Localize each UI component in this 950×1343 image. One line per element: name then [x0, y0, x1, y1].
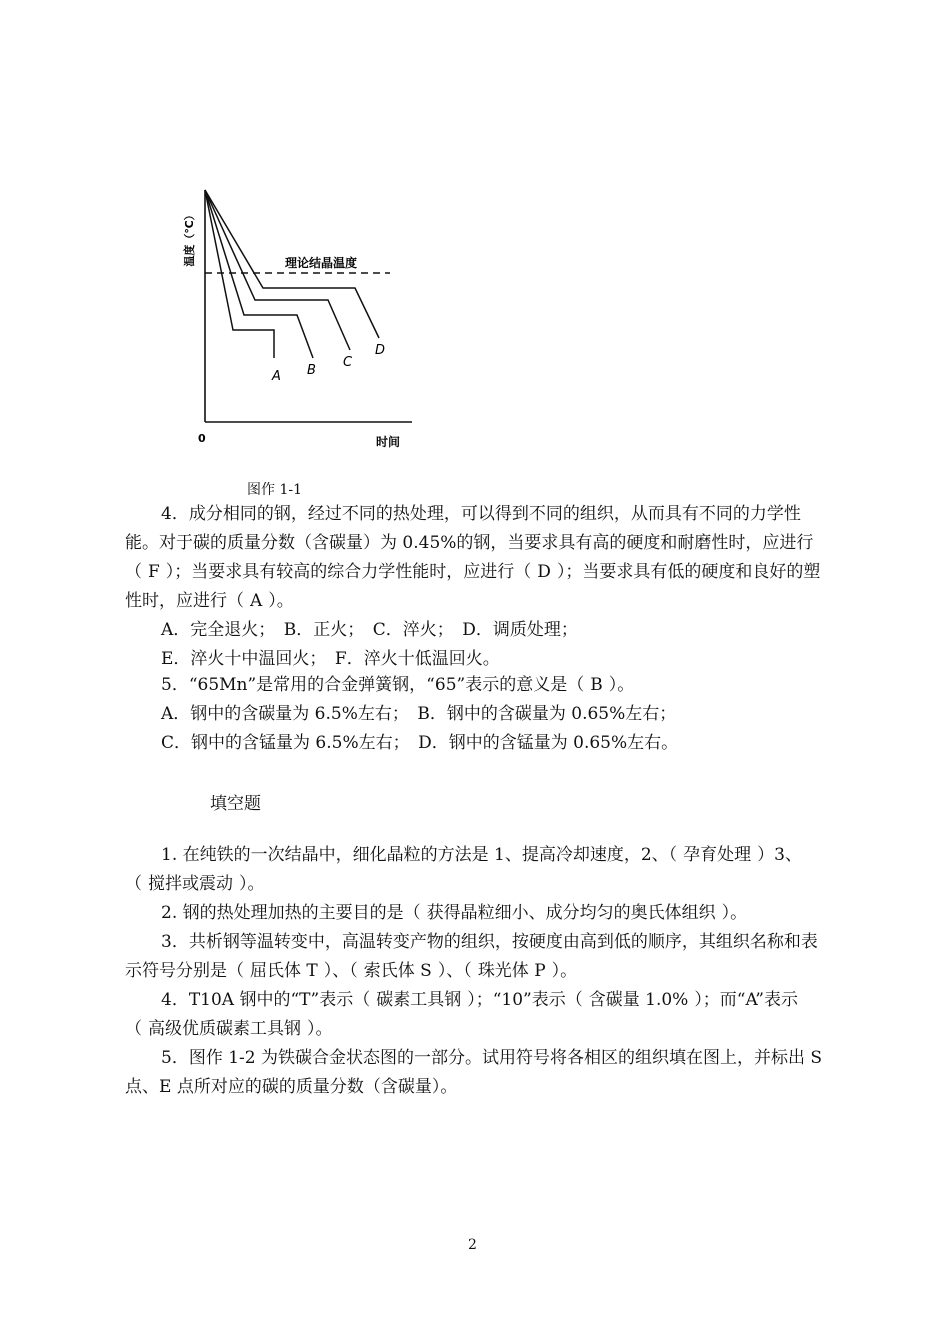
- f3-text-a: 3．共析钢等温转变中，高温转变产物的组织，按硬度由高到低的顺序，其组织名称和表示符号分别是（: [125, 932, 818, 981]
- q4-answer-2: D: [537, 562, 551, 582]
- f4-text-b: ）；“10”表示（: [467, 990, 583, 1010]
- f3-answer-1: 屈氏体 T: [250, 961, 318, 981]
- f1-text-c: ）。: [239, 874, 265, 894]
- f2-text-a: 2. 钢的热处理加热的主要目的是（: [161, 903, 421, 923]
- f1-answer-2: 搅拌或震动: [148, 874, 233, 894]
- f4-text-a: 4．T10A 钢中的“T”表示（: [161, 990, 371, 1010]
- question-4-text: [125, 500, 830, 616]
- f1-text-b: ）3、（: [125, 845, 802, 894]
- q4-text-a: 4．成分相同的钢，经过不同的热处理，可以得到不同的组织，从而具有不同的力学性能。对于碳的质量分数（含碳量）为 0.45%的钢，当要求具有高的硬度和耐磨性时，应进行（: [125, 504, 814, 582]
- q5-text-a: 5．“65Mn”是常用的合金弹簧钢，“65”表示的意义是（: [161, 675, 585, 695]
- cooling-curve-figure: [180, 178, 420, 458]
- q5-options-line-1: A．钢中的含碳量为 6.5%左右； B．钢中的含碳量为 0.65%左右；: [161, 704, 677, 724]
- theoretical-temp-label: 理论结晶温度: [285, 256, 358, 270]
- f3-answer-3: 珠光体 P: [477, 961, 546, 981]
- f3-text-b: ）、（: [323, 961, 358, 981]
- f4-text-d: ）。: [307, 1019, 333, 1039]
- q4-text-c: ）；当要求具有低的硬度和良好的塑性时，应进行（: [125, 562, 821, 611]
- f3-text-d: ）。: [551, 961, 578, 981]
- f4-answer-3: 高级优质碳素工具钢: [148, 1019, 301, 1039]
- fill-question-3: [125, 928, 830, 986]
- page-number: 2: [468, 1237, 477, 1253]
- curve-a: [205, 190, 274, 358]
- f4-answer-2: 含碳量 1.0%: [588, 990, 689, 1010]
- fill-question-2: [125, 899, 830, 928]
- f1-answer-1: 孕育处理: [683, 845, 752, 865]
- curve-c: [205, 190, 350, 350]
- f2-answer: 获得晶粒细小、成分均匀的奥氏体组织: [426, 903, 716, 923]
- q5-text-b: ）。: [608, 675, 635, 695]
- curve-label-c: C: [343, 355, 353, 370]
- f1-text-a: 1. 在纯铁的一次结晶中，细化晶粒的方法是 1、提高冷却速度，2、（: [161, 845, 678, 865]
- curve-label-d: D: [375, 343, 386, 358]
- x-axis-label: 时间: [376, 435, 401, 449]
- fill-blank-questions: [125, 841, 830, 1102]
- q5-answer: B: [590, 675, 603, 695]
- f4-text-c: ）；而“A”表示（: [125, 990, 798, 1039]
- question-4: [125, 500, 830, 674]
- f3-answer-2: 索氏体 S: [363, 961, 432, 981]
- f3-text-c: ）、（: [437, 961, 472, 981]
- q4-options-line-1: A．完全退火； B．正火； C．淬火； D．调质处理；: [161, 620, 578, 640]
- f2-text-b: ）。: [721, 903, 748, 923]
- figure-caption: 图作 1-1: [247, 482, 302, 498]
- y-axis-label: 温度（℃）: [183, 209, 196, 267]
- q4-answer-3: A: [250, 591, 263, 611]
- f4-answer-1: 碳素工具钢: [376, 990, 462, 1010]
- q4-answer-1: F: [148, 562, 160, 582]
- question-5: [125, 671, 830, 758]
- q4-text-b: ）；当要求具有较高的综合力学性能时，应进行（: [165, 562, 532, 582]
- section-title: 填空题: [210, 794, 261, 814]
- curve-label-a: A: [272, 369, 281, 384]
- q5-options-line-2: C．钢中的含锰量为 6.5%左右； D．钢中的含锰量为 0.65%左右。: [161, 733, 679, 753]
- fill-question-1: [125, 841, 830, 899]
- origin-label: 0: [198, 432, 206, 445]
- q4-text-d: ）。: [268, 591, 294, 611]
- question-5-text: [125, 671, 830, 700]
- fill-question-5: 5．图作 1-2 为铁碳合金状态图的一部分。试用符号将各相区的组织填在图上，并标出 S 点、E 点所对应的碳的质量分数（含碳量）。: [125, 1048, 823, 1097]
- curve-label-b: B: [307, 363, 316, 378]
- q4-options-line-2: E．淬火十中温回火； F．淬火十低温回火。: [161, 649, 500, 669]
- fill-question-4: [125, 986, 830, 1044]
